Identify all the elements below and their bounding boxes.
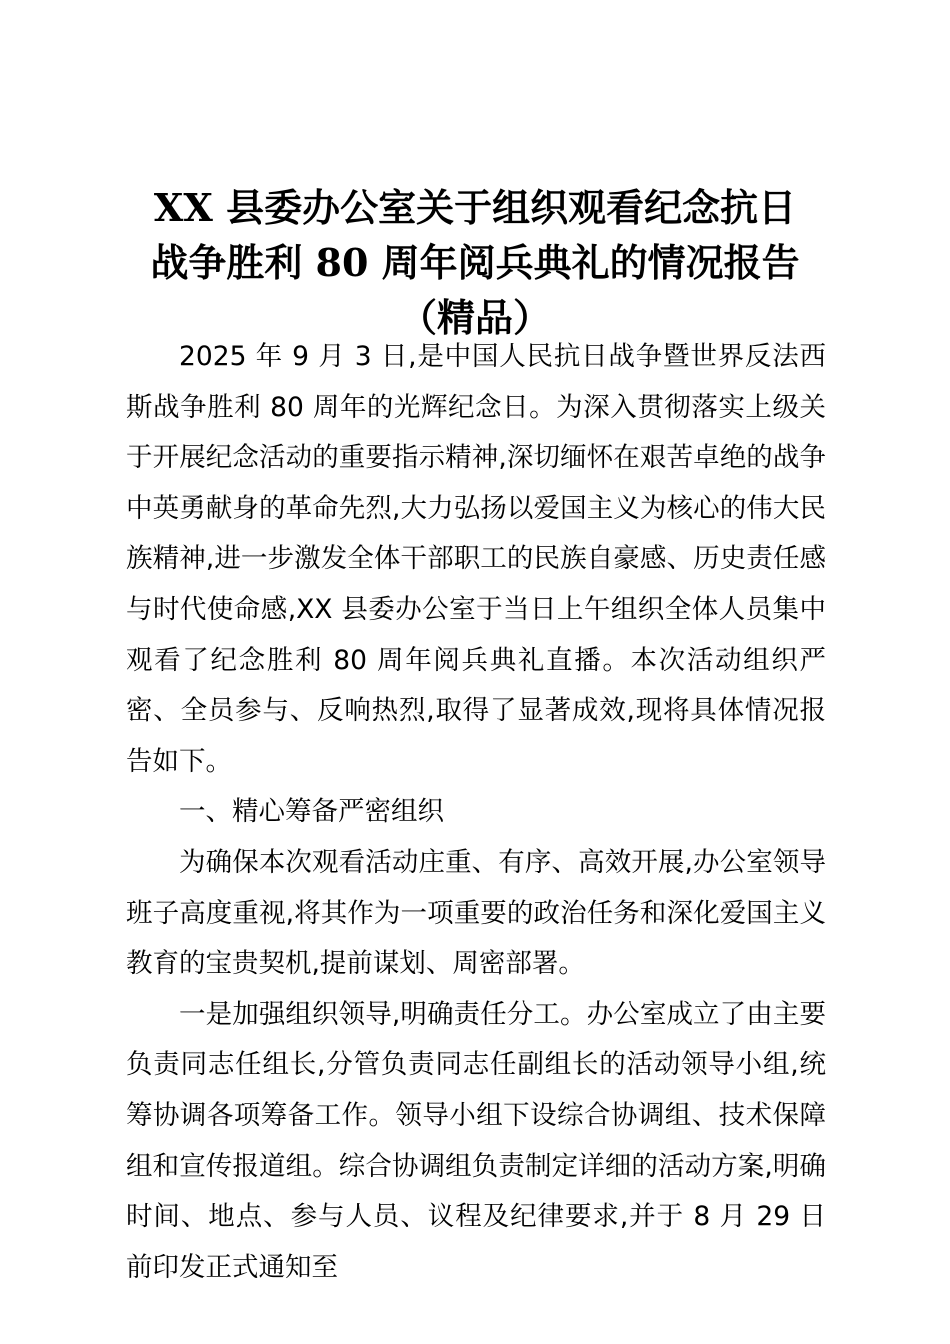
intro-paragraph: 2025 年 9 月 3 日,是中国人民抗日战争暨世界反法西斯战争胜利 80 周年的光辉纪念日。为深入贯彻落实上级关于开展纪念活动的重要指示精神,深切缅怀在艰苦卓绝的战争中英勇献身的革命先烈,大力弘扬以爱国主义为核心的伟大民族精神,进一步激发全体干部职工的民族自豪感、历史责任感与时代使命感,XX 县委办公室于当日上午组织全体人员集中观看了纪念胜利 80 周年阅兵典礼直播。本次活动组织严密、全员参与、反响热烈,取得了显著成效,现将具体情况报告如下。 <box>126 341 826 777</box>
document-title <box>100 180 850 345</box>
section-paragraph: 一是加强组织领导,明确责任分工。办公室成立了由主要负责同志任组长,分管负责同志任副组长的活动领导小组,统筹协调各项筹备工作。领导小组下设综合协调组、技术保障组和宣传报道组。综合协调组负责制定详细的活动方案,明确时间、地点、参与人员、议程及纪律要求,并于 8 月 29 日前印发正式通知至 <box>126 998 826 1283</box>
title-line-1: XX 县委办公室关于组织观看纪念抗日 <box>153 185 797 230</box>
title-line-2: 战争胜利 80 周年阅兵典礼的情况报告 <box>150 240 800 285</box>
section-heading: 一、精心筹备严密组织 <box>179 796 444 828</box>
document-body <box>126 332 826 1293</box>
section-paragraph: 为确保本次观看活动庄重、有序、高效开展,办公室领导班子高度重视,将其作为一项重要的政治任务和深化爱国主义教育的宝贵契机,提前谋划、周密部署。 <box>126 846 826 980</box>
title-line-3: （精品） <box>398 295 551 340</box>
